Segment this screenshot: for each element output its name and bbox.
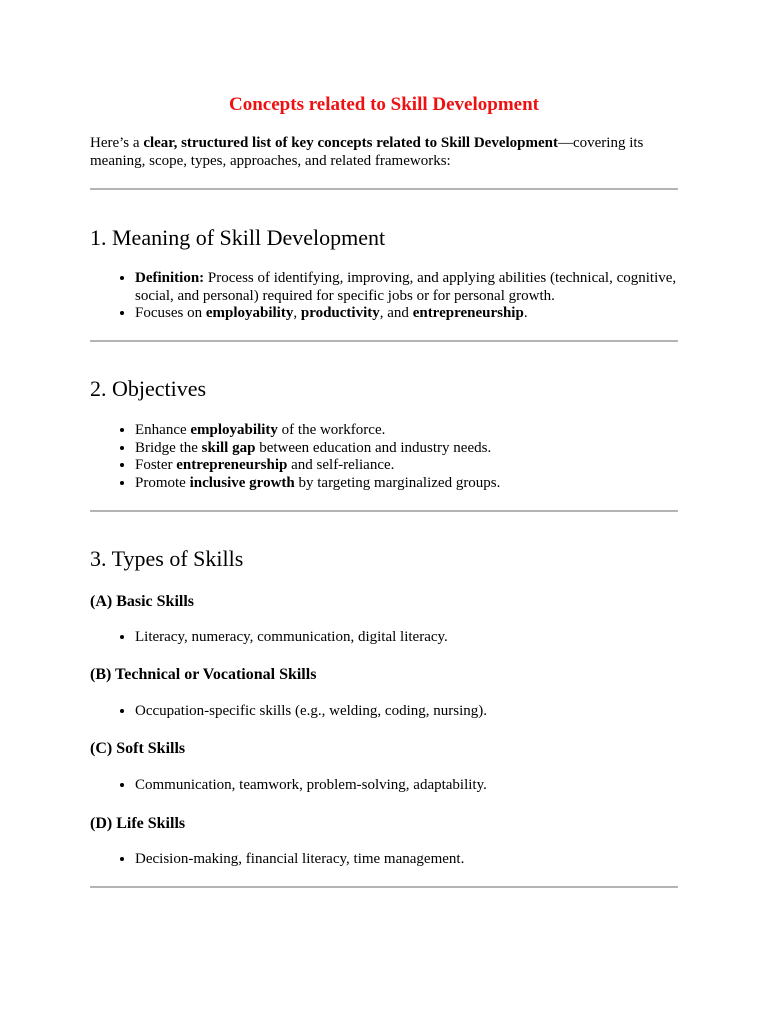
horizontal-rule [90, 188, 678, 190]
subsection-heading-technical: (B) Technical or Vocational Skills [90, 666, 317, 683]
list-item-text: between education and industry needs. [255, 439, 492, 456]
list-item-text: by targeting marginalized groups. [294, 474, 501, 491]
intro-text: Here’s a [90, 135, 144, 151]
intro-paragraph [90, 135, 680, 170]
soft-skills-list [90, 777, 695, 795]
list-item-text: Focuses on [135, 305, 206, 321]
list-item: • Communication, teamwork, problem-solving, adaptability. [135, 777, 695, 795]
list-item: • Literacy, numeracy, communication, digital literacy. [135, 629, 695, 647]
list-item-text: , [293, 305, 301, 321]
list-item-bold: entrepreneurship [412, 305, 524, 321]
list-item [135, 475, 695, 493]
list-item [135, 270, 695, 305]
horizontal-rule [90, 886, 678, 888]
horizontal-rule [90, 340, 678, 342]
list-item: • Occupation-specific skills (e.g., welding, coding, nursing). [135, 703, 695, 721]
horizontal-rule [90, 510, 678, 512]
list-item-text: , and [379, 305, 413, 321]
list-item-text: Foster [135, 457, 177, 473]
document-title: Concepts related to Skill Development [229, 94, 539, 115]
list-item-text: Enhance [135, 422, 191, 438]
list-item-text: Bridge the [135, 439, 202, 456]
section-heading-types: 3. Types of Skills [90, 546, 244, 571]
list-item-text: and self-reliance. [287, 457, 395, 473]
meaning-list [90, 270, 695, 323]
list-item-bold: skill gap [201, 439, 256, 456]
list-item [135, 440, 695, 458]
list-item [135, 422, 695, 440]
list-item-bold: productivity [300, 305, 380, 321]
list-item [135, 305, 695, 323]
list-item: • Decision-making, financial literacy, time management. [135, 851, 695, 869]
list-item-text: of the workforce. [277, 422, 386, 438]
list-item-text: . [523, 305, 528, 321]
list-item-bold: employability [190, 422, 278, 438]
intro-bold: clear, structured list of key concepts related to Skill Development [143, 135, 558, 151]
list-item-bold: entrepreneurship [176, 457, 288, 473]
basic-skills-list [90, 629, 695, 647]
intro-text: —covering its meaning, scope, types, approaches, and related frameworks: [90, 135, 644, 169]
subsection-heading-life: (D) Life Skills [90, 815, 186, 832]
list-item-bold: employability [205, 305, 294, 321]
subsection-heading-basic: (A) Basic Skills [90, 593, 195, 610]
definition-label: Definition: [135, 270, 205, 286]
list-item-text: Process of identifying, improving, and applying abilities (technical, cognitive, social, and personal) required for specific jobs or for personal growth. [135, 270, 677, 304]
technical-skills-list [90, 703, 695, 721]
list-item-bold: inclusive growth [189, 474, 295, 491]
subsection-heading-soft: (C) Soft Skills [90, 740, 186, 757]
list-item [135, 457, 695, 475]
objectives-list [90, 422, 695, 492]
life-skills-list [90, 851, 695, 869]
list-item-text: Promote [135, 474, 190, 491]
section-heading-meaning: 1. Meaning of Skill Development [90, 225, 386, 250]
section-heading-objectives: 2. Objectives [90, 376, 207, 401]
